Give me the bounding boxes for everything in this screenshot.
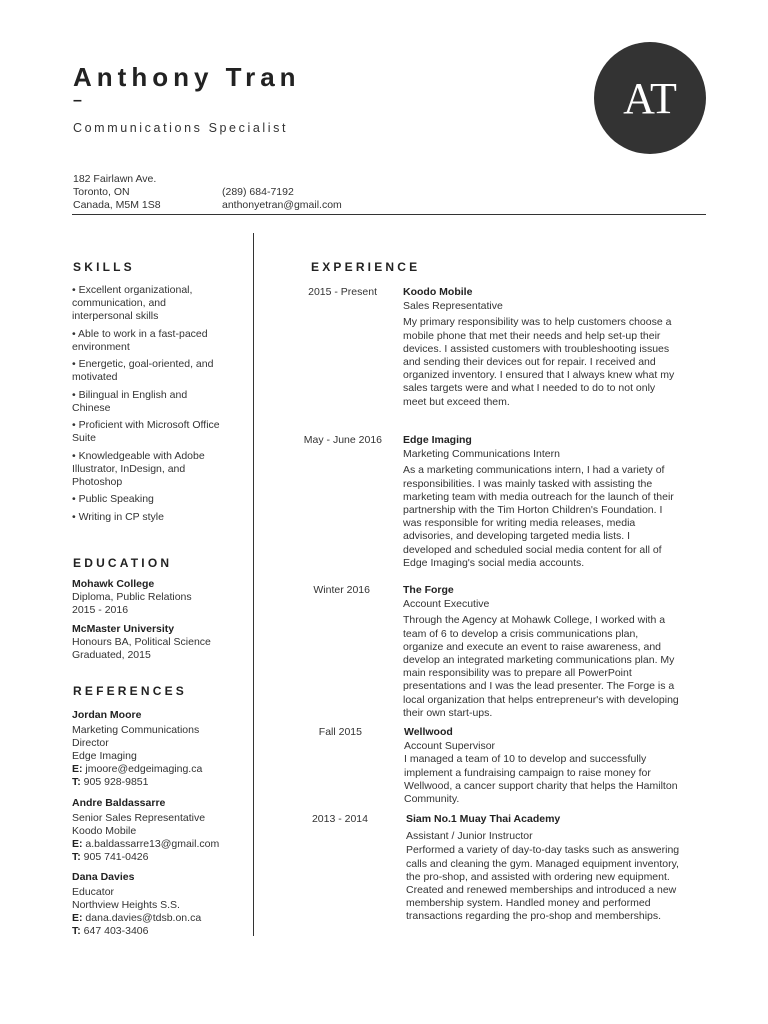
column-divider xyxy=(253,233,254,936)
references-heading: REFERENCES xyxy=(73,684,188,698)
reference-email-line xyxy=(72,838,240,851)
job-company: Edge Imaging xyxy=(403,434,472,446)
reference-entry xyxy=(72,797,240,864)
job-role: Marketing Communications Intern xyxy=(403,448,560,461)
phone-label: T: xyxy=(72,851,81,863)
degree-dates: 2015 - 2016 xyxy=(72,604,129,616)
job-description: Through the Agency at Mohawk College, I worked with a team of 6 to develop a crisis communications plan, organize and execute an event to raise awareness, and develop an integrated marketing communications plan. My main responsibility was to prepare all PowerPoint presentations and I was the lead presenter. The Forge is a local organization that helps entrepreneur's with developing their own start-ups. xyxy=(403,614,679,719)
skill-item: • Bilingual in English and Chinese xyxy=(72,388,188,414)
school-name: Mohawk College xyxy=(72,578,155,590)
reference-name: Andre Baldassarre xyxy=(72,797,166,809)
address-line: Toronto, ON xyxy=(73,186,130,198)
job-description: As a marketing communications intern, I had a variety of responsibilities. I was mainly tasked with assisting the marketing team with media outreach for the launch of their partnership with the Tim Horton Children's Foundation. I was responsible for writing media releases, media advisories, and developing targeted media lists. I developed and scheduled social media content for all of Edge Imaging's social media accounts. xyxy=(403,464,674,569)
reference-email-line xyxy=(72,763,222,776)
job-date: Fall 2015 xyxy=(318,726,362,738)
skills-list xyxy=(72,284,222,528)
job-entry xyxy=(403,286,681,409)
reference-name: Dana Davies xyxy=(72,871,135,883)
skill-item: • Excellent organizational, communication, and interpersonal skills xyxy=(72,284,193,323)
school-name: McMaster University xyxy=(72,623,175,635)
degree: Honours BA, Political Science xyxy=(72,636,211,648)
job-company: Wellwood xyxy=(404,726,453,738)
skill-item: • Proficient with Microsoft Office Suite xyxy=(72,419,220,445)
job-company: Siam No.1 Muay Thai Academy xyxy=(406,813,561,825)
job-role: Assistant / Junior Instructor xyxy=(406,830,533,843)
job-role: Sales Representative xyxy=(403,300,503,313)
monogram-text: AT xyxy=(623,73,677,123)
job-description: I managed a team of 10 to develop and successfully implement a fundraising campaign to raise money for Wellwood, a cancer support charity that helps the Hamilton Community. xyxy=(404,753,678,806)
job-description: My primary responsibility was to help customers choose a mobile phone that met their needs and help set-up their devices. I assisted customers with troubleshooting issues and sending their devices out for repair. I received and organized inventory. I ensured that I always knew what my sales targets were and what I needed to do to not only meet but exceed them. xyxy=(403,316,675,408)
job-description: Performed a variety of day-to-day tasks such as answering calls and cleaning the gym. Managed equipment inventory, the pro-shop, and assisted with ordering new equipment. Created and renewed memberships and introduced a new membership system. Handled money and performed transactions regarding the pro-shop and memberships. xyxy=(406,844,680,923)
reference-org: Northview Heights S.S. xyxy=(72,899,180,911)
reference-title: Senior Sales Representative xyxy=(72,812,206,824)
reference-email-line xyxy=(72,912,240,925)
reference-phone-line xyxy=(72,851,240,864)
reference-email[interactable]: jmoore@edgeimaging.ca xyxy=(85,763,203,775)
email-label: E: xyxy=(72,838,83,850)
degree: Diploma, Public Relations xyxy=(72,591,192,603)
address-line: 182 Fairlawn Ave. xyxy=(73,173,157,185)
skill-item: • Able to work in a fast-paced environment xyxy=(72,327,208,353)
reference-phone: 905 741-0426 xyxy=(83,851,149,863)
skill-item: • Knowledgeable with Adobe Illustrator, InDesign, and Photoshop xyxy=(72,449,205,489)
reference-phone-line xyxy=(72,776,222,789)
candidate-name: Anthony Tran xyxy=(73,62,301,92)
phone-label: T: xyxy=(72,776,81,788)
monogram-badge xyxy=(594,42,706,154)
reference-title: Marketing Communications Director xyxy=(72,724,200,749)
degree-dates: Graduated, 2015 xyxy=(72,649,151,661)
email-label: E: xyxy=(72,912,83,924)
education-entry xyxy=(72,578,240,617)
email-address[interactable]: anthonyetran@gmail.com xyxy=(222,199,342,211)
reference-email[interactable]: a.baldassarre13@gmail.com xyxy=(85,838,220,850)
job-date: Winter 2016 xyxy=(313,584,370,596)
reference-phone-line xyxy=(72,925,240,938)
education-heading: EDUCATION xyxy=(73,556,173,570)
contact-block xyxy=(222,186,342,212)
reference-phone: 905 928-9851 xyxy=(83,776,149,788)
experience-heading: EXPERIENCE xyxy=(311,260,421,274)
job-role: Account Supervisor xyxy=(404,740,496,753)
job-date: 2013 - 2014 xyxy=(311,813,368,825)
reference-entry xyxy=(72,871,240,938)
reference-org: Edge Imaging xyxy=(72,750,137,762)
job-date: May - June 2016 xyxy=(303,434,382,446)
skill-item: • Public Speaking xyxy=(72,493,154,506)
header-divider xyxy=(72,214,706,215)
skill-item: • Writing in CP style xyxy=(72,510,164,523)
job-entry xyxy=(403,434,681,570)
reference-phone: 647 403-3406 xyxy=(83,925,149,937)
job-date: 2015 - Present xyxy=(308,286,377,298)
reference-entry xyxy=(72,709,222,789)
reference-name: Jordan Moore xyxy=(72,709,142,721)
skills-heading: SKILLS xyxy=(73,260,135,274)
address-line: Canada, M5M 1S8 xyxy=(73,199,161,211)
address-block xyxy=(73,173,161,212)
job-company: The Forge xyxy=(403,584,454,596)
job-entry xyxy=(403,584,681,720)
reference-title: Educator xyxy=(72,886,115,898)
phone-number: (289) 684-7192 xyxy=(222,186,294,198)
job-entry xyxy=(404,726,682,806)
reference-email[interactable]: dana.davies@tdsb.on.ca xyxy=(85,912,202,924)
job-company: Koodo Mobile xyxy=(403,286,473,298)
education-entry xyxy=(72,623,240,662)
email-label: E: xyxy=(72,763,83,775)
job-title: Communications Specialist xyxy=(73,121,289,135)
job-role: Account Executive xyxy=(403,598,490,611)
phone-label: T: xyxy=(72,925,81,937)
job-entry xyxy=(406,813,684,924)
skill-item: • Energetic, goal-oriented, and motivated xyxy=(72,358,214,384)
reference-org: Koodo Mobile xyxy=(72,825,137,837)
name-dash: – xyxy=(73,92,82,109)
